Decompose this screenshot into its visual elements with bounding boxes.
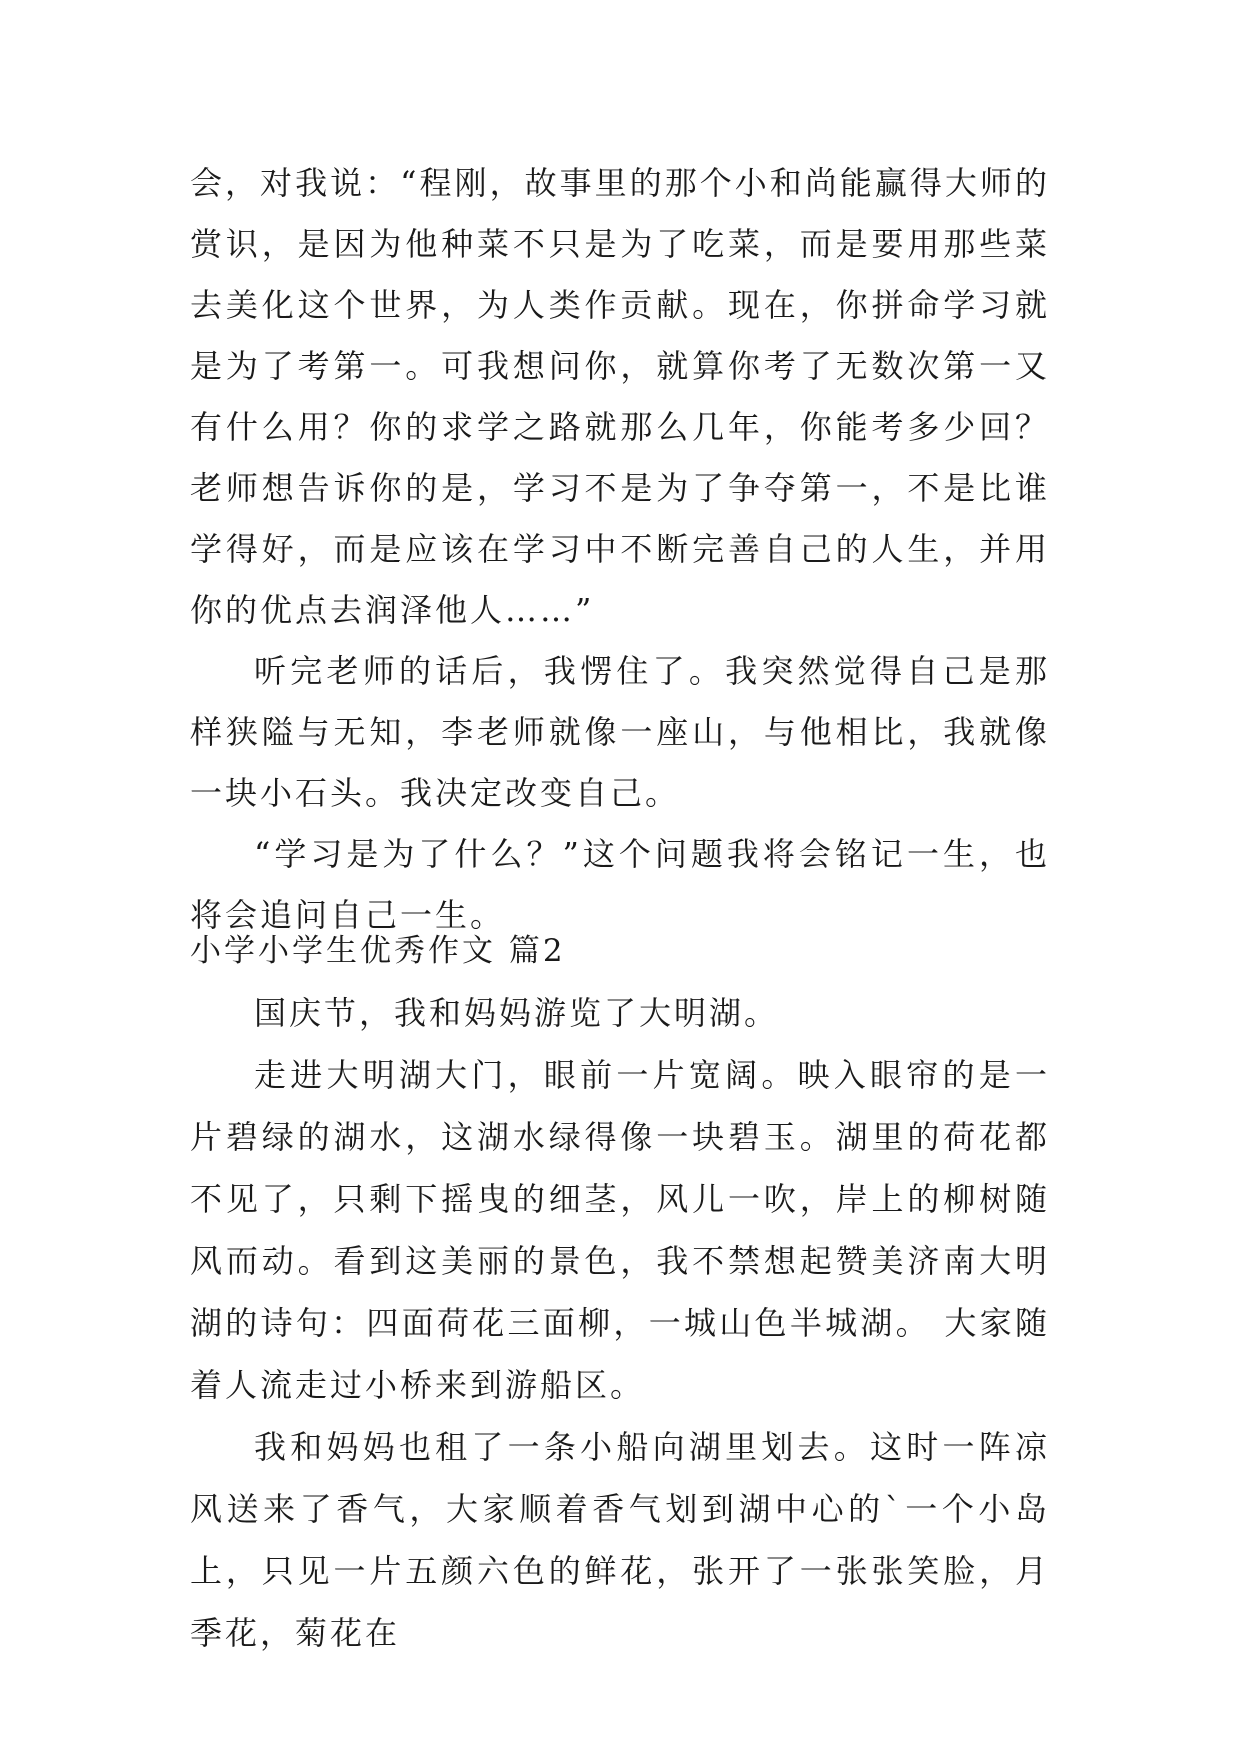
- paragraph: 我和妈妈也租了一条小船向湖里划去。这时一阵凉风送来了香气，大家顺着香气划到湖中心的`一个小岛上，只见一片五颜六色的鲜花，张开了一张张笑脸，月季花，菊花在: [190, 1428, 1050, 1652]
- section-2: [190, 920, 1050, 1664]
- paragraph: “学习是为了什么？”这个问题我将会铭记一生，也将会追问自己一生。: [190, 835, 1050, 934]
- paragraph: 国庆节，我和妈妈游览了大明湖。: [254, 994, 780, 1032]
- paragraph: 走进大明湖大门，眼前一片宽阔。映入眼帘的是一片碧绿的湖水，这湖水绿得像一块碧玉。湖里的荷花都不见了，只剩下摇曳的细茎，风儿一吹，岸上的柳树随风而动。看到这美丽的景色，我不禁想起赞美济南大明湖的诗句：四面荷花三面柳，一城山色半城湖。 大家随着人流走过小桥来到游船区。: [190, 1056, 1050, 1404]
- paragraph: 听完老师的话后，我愣住了。我突然觉得自己是那样狭隘与无知，李老师就像一座山，与他相比，我就像一块小石头。我决定改变自己。: [190, 652, 1050, 812]
- section-1: [190, 153, 1050, 946]
- paragraph: 会，对我说：“程刚，故事里的那个小和尚能赢得大师的赏识，是因为他种菜不只是为了吃菜，而是要用那些菜去美化这个世界，为人类作贡献。现在，你拼命学习就是为了考第一。可我想问你，就算你考了无数次第一又有什么用？你的求学之路就那么几年，你能考多少回？老师想告诉你的是，学习不是为了争夺第一，不是比谁学得好，而是应该在学习中不断完善自己的人生，并用你的优点去润泽他人……”: [190, 164, 1050, 629]
- section-heading: 小学小学生优秀作文 篇2: [190, 933, 566, 969]
